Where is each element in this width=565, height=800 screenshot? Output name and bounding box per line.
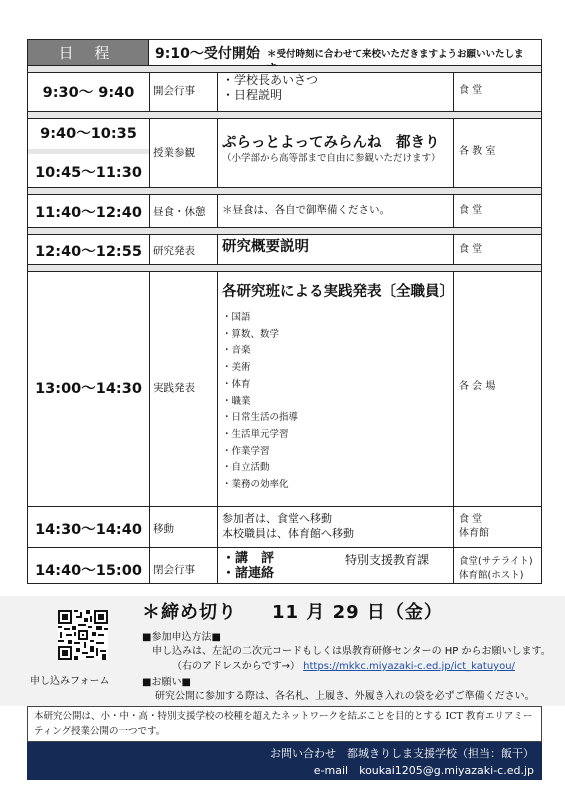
subject-item: ・美術: [222, 362, 251, 374]
deadline-label: ＊締め切り: [142, 602, 237, 623]
subject-item: ・音楽: [222, 345, 251, 357]
subject-item: ・国語: [222, 312, 251, 323]
place-line: 食堂(サテライト): [459, 556, 533, 567]
row-line: [28, 234, 541, 235]
subject-item: ・作業学習: [222, 445, 270, 457]
subject-item: ・自立活動: [222, 462, 270, 474]
row-place: 食 堂: [459, 244, 483, 255]
contact-info: お問い合わせ 都城きりしま支援学校（担当：飯干）: [270, 747, 534, 760]
reception-start: 9:10～受付開始: [155, 46, 260, 62]
apply-url-line: [172, 657, 515, 672]
row-time: 13:00～14:30: [35, 381, 142, 397]
row-content: [222, 551, 274, 581]
row-line: [28, 118, 541, 119]
place-line: 体育館(ホスト): [459, 570, 524, 581]
subject-item: ・日常生活の指導: [222, 412, 299, 424]
row-gap: [28, 149, 149, 154]
subject-item: ・業務の効率化: [222, 479, 289, 491]
place-line: 体育館: [459, 528, 489, 539]
row-content: 各研究班による実践発表〔全職員〕: [222, 284, 454, 300]
schedule-header: [28, 40, 541, 66]
apply-instructions: 申し込みは、左記の二次元コードもしくは県教育研修センターの HP からお願いします。: [152, 646, 551, 657]
row-content: [222, 511, 354, 541]
row-line: [28, 271, 541, 272]
row-place: 各 会 場: [459, 381, 496, 392]
schedule-header-label: 日 程: [28, 40, 149, 65]
subject-item: ・算数、数学: [222, 328, 280, 340]
row-kind: 移動: [153, 523, 174, 535]
row-time: 10:45～11:30: [35, 165, 142, 181]
row-place: 食 堂: [459, 205, 483, 216]
schedule-table: [27, 39, 542, 584]
row-kind: 研究発表: [153, 245, 195, 257]
content-line: ぷらっとよってみらんね 都きり: [222, 135, 440, 151]
subject-item: ・職業: [222, 395, 251, 407]
row-content: [222, 73, 318, 103]
contact-bar: [27, 742, 542, 780]
apply-title: ■参加申込方法■: [142, 632, 221, 643]
qr-caption: 申し込みフォーム: [30, 676, 110, 687]
row-place: [459, 555, 533, 583]
apply-url-link[interactable]: https://mkkc.miyazaki-c.ed.jp/ict_katuyou/: [303, 661, 515, 672]
row-line: [28, 547, 541, 548]
row-content: [222, 136, 441, 166]
row-time: 9:40～10:35: [40, 126, 137, 142]
content-line: 本校職員は、体育館へ移動: [222, 527, 354, 540]
row-time: 11:40～12:40: [35, 205, 142, 221]
row-content: ＊昼食は、各自で御準備ください。: [222, 204, 390, 216]
content-line: ・学校長あいさつ: [222, 73, 319, 87]
request-text: 研究公開に参加する際は、各名札、上履き、外履き入れの袋を必ずご準備ください。: [155, 691, 535, 702]
row-place: 食 堂: [459, 85, 483, 96]
row-kind: 開会行事: [153, 85, 195, 97]
row-kind: 閉会行事: [153, 564, 195, 576]
row-kind: 実践発表: [153, 382, 195, 394]
content-line: （小学部から高等部まで自由に参観いただけます）: [222, 153, 441, 164]
row-time: 12:40～12:55: [35, 244, 142, 260]
deadline-date: 11 月 29 日（金）: [272, 602, 443, 623]
row-kind: 授業参観: [153, 147, 195, 159]
reception-note: ＊受付時刻に合わせて来校いただきますようお願いいたしま: [267, 49, 524, 60]
qr-code[interactable]: [58, 610, 108, 660]
contact-email[interactable]: e-mail koukai1205@g.miyazaki-c.ed.jp: [313, 764, 534, 777]
content-line: 参加者は、食堂へ移動: [222, 512, 332, 525]
row-time: 14:30～14:40: [35, 522, 142, 538]
row-time: 14:40～15:00: [35, 563, 142, 579]
subject-item: ・生活単元学習: [222, 428, 289, 440]
apply-url-prefix: （右のアドレスからです→）: [172, 661, 300, 672]
row-content: 研究概要説明: [222, 239, 309, 255]
row-place: [459, 513, 489, 541]
place-line: 食 堂: [459, 514, 483, 525]
request-title: ■お願い■: [142, 677, 191, 688]
content-line: ・講 評: [222, 551, 275, 566]
row-line: [28, 506, 541, 507]
content-line: ・諸連絡: [222, 566, 275, 581]
subject-list: [222, 310, 298, 494]
organizer: 特別支援教育課: [345, 553, 430, 567]
row-line: [28, 194, 541, 195]
content-line: ・日程説明: [222, 88, 283, 102]
row-place: 各 教 室: [459, 146, 496, 157]
row-kind: 昼食・休憩: [153, 206, 206, 218]
purpose-note: 本研究公開は、小・中・高・特別支援学校の校種を超えたネットワークを結ぶことを目的とする ICT 教育エリアミーティング授業公開の一つです。: [27, 706, 542, 742]
row-time: 9:30～ 9:40: [42, 85, 135, 101]
subject-item: ・体育: [222, 378, 251, 390]
